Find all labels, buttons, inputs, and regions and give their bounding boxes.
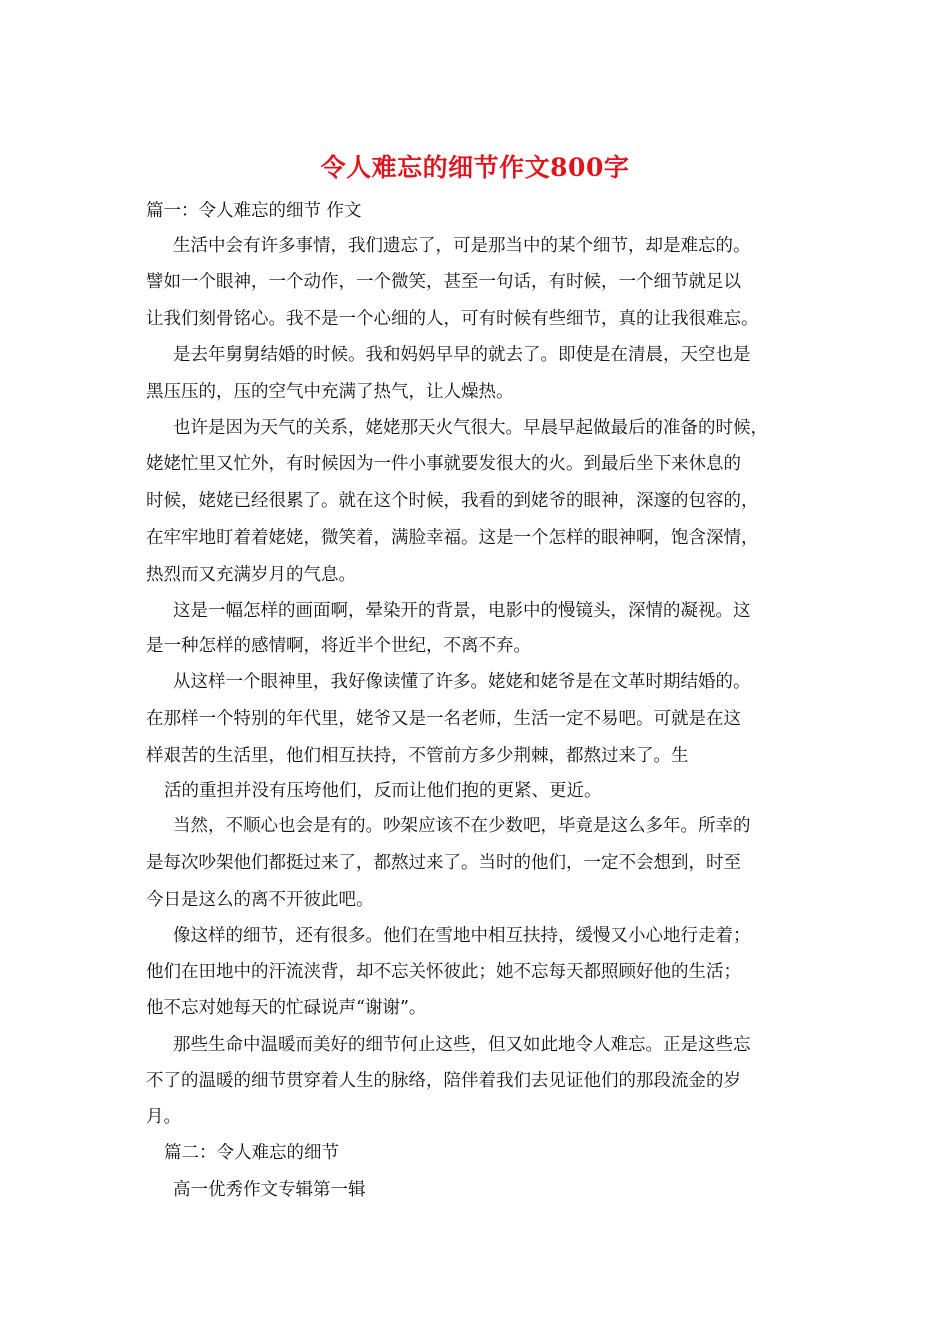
text-line: 譬如一个眼神，一个动作，一个微笑，甚至一句话，有时候，一个细节就足以 (146, 272, 741, 292)
text-line: 黑压压的，压的空气中充满了热气，让人燥热。 (146, 382, 514, 402)
text-line: 在那样一个特别的年代里，姥爷又是一名老师，生活一定不易吧。可就是在这 (146, 709, 741, 729)
text-line: 生活中会有许多事情，我们遗忘了，可是那当中的某个细节，却是难忘的。 (173, 236, 751, 256)
text-line: 是去年舅舅结婚的时候。我和妈妈早早的就去了。即使是在清晨，天空也是 (173, 345, 751, 365)
text-line: 这是一幅怎样的画面啊，晕染开的背景，电影中的慢镜头，深情的凝视。这 (173, 601, 751, 621)
text-line: 像这样的细节，还有很多。他们在雪地中相互扶持，缓慢又小心地行走着； (173, 926, 751, 946)
text-line: 高一优秀作文专辑第一辑 (173, 1180, 366, 1200)
text-line: 样艰苦的生活里，他们相互扶持，不管前方多少荆棘，都熬过来了。生 (146, 746, 689, 766)
text-line: 从这样一个眼神里，我好像读懂了许多。姥姥和姥爷是在文革时期结婚的。 (173, 672, 751, 692)
text-line: 他们在田地中的汗流浃背，却不忘关怀彼此；她不忘每天都照顾好他的生活； (146, 962, 741, 982)
text-line: 今日是这么的离不开彼此吧。 (146, 890, 374, 910)
text-line: 在牢牢地盯着着姥姥，微笑着，满脸幸福。这是一个怎样的眼神啊，饱含深情， (146, 528, 759, 548)
text-line: 那些生命中温暖而美好的细节何止这些，但又如此地令人难忘。正是这些忘 (173, 1035, 751, 1055)
text-line: 月。 (146, 1107, 181, 1127)
text-line: 活的重担并没有压垮他们，反而让他们抱的更紧、更近。 (164, 781, 602, 801)
text-line: 时候，姥姥已经很累了。就在这个时候，我看的到姥爷的眼神，深邃的包容的， (146, 491, 759, 511)
text-line: 是每次吵架他们都挺过来了，都熬过来了。当时的他们，一定不会想到，时至 (146, 853, 741, 873)
section-heading-1: 篇一：令人难忘的细节 作文 (146, 201, 362, 221)
text-line: 当然，不顺心也会是有的。吵架应该不在少数吧，毕竟是这么多年。所幸的 (173, 816, 751, 836)
text-line: 热烈而又充满岁月的气息。 (146, 565, 356, 585)
text-line: 让我们刻骨铭心。我不是一个心细的人，可有时候有些细节，真的让我很难忘。 (146, 309, 759, 329)
document-title: 令人难忘的细节作文800字 (320, 153, 630, 182)
text-line: 是一种怎样的感情啊，将近半个世纪，不离不弃。 (146, 636, 531, 656)
section-heading-2: 篇二：令人难忘的细节 (164, 1143, 339, 1163)
text-line: 姥姥忙里又忙外，有时候因为一件小事就要发很大的火。到最后坐下来休息的 (146, 454, 741, 474)
text-line: 不了的温暖的细节贯穿着人生的脉络，陪伴着我们去见证他们的那段流金的岁 (146, 1071, 741, 1091)
text-line: 他不忘对她每天的忙碌说声“谢谢”。 (146, 998, 427, 1018)
text-line: 也许是因为天气的关系，姥姥那天火气很大。早晨早起做最后的准备的时候， (173, 418, 768, 438)
